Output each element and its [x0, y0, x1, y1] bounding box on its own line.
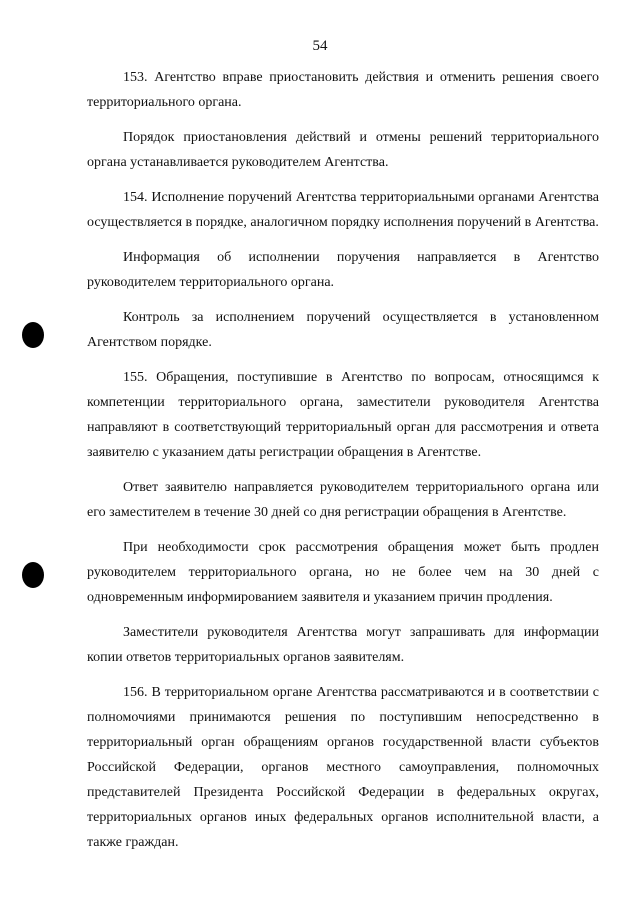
- document-body: [87, 65, 599, 865]
- punch-hole-mark: [22, 322, 44, 348]
- paragraph-155: 155. Обращения, поступившие в Агентство по вопросам, относящимся к компетенции территориального органа, заместители руководителя Агентства направляют в соответствующий территориальный орган для рассмотрения и ответа заявителю с указанием даты регистрации обращения в Агентстве.: [87, 370, 599, 460]
- paragraph-155-answer: Ответ заявителю направляется руководителем территориального органа или его заместителем в течение 30 дней со дня регистрации обращения в Агентстве.: [87, 480, 599, 520]
- paragraph-154-information: Информация об исполнении поручения направляется в Агентство руководителем территориального органа.: [87, 250, 599, 290]
- paragraph-153-procedure: Порядок приостановления действий и отмены решений территориального органа устанавливается руководителем Агентства.: [87, 130, 599, 170]
- paragraph-156: 156. В территориальном органе Агентства рассматриваются и в соответствии с полномочиями принимаются решения по поступившим непосредственно в территориальный орган обращениям органов государственной власти субъектов Российской Федерации, органов местного самоуправления, полномочных представителей Президента Российской Федерации в федеральных округах, территориальных органов иных федеральных органов исполнительной власти, а также граждан.: [87, 685, 599, 850]
- page-number: 54: [312, 38, 328, 54]
- paragraph-155-extension: При необходимости срок рассмотрения обращения может быть продлен руководителем территориального органа, но не более чем на 30 дней с одновременным информированием заявителя и указанием причин продления.: [87, 540, 599, 605]
- paragraph-153: 153. Агентство вправе приостановить действия и отменить решения своего территориального органа.: [87, 70, 599, 110]
- paragraph-155-deputies: Заместители руководителя Агентства могут запрашивать для информации копии ответов территориальных органов заявителям.: [87, 625, 599, 665]
- paragraph-154: 154. Исполнение поручений Агентства территориальными органами Агентства осуществляется в порядке, аналогичном порядку исполнения поручений в Агентства.: [87, 190, 599, 230]
- punch-hole-mark: [22, 562, 44, 588]
- paragraph-154-control: Контроль за исполнением поручений осуществляется в установленном Агентством порядке.: [87, 310, 599, 350]
